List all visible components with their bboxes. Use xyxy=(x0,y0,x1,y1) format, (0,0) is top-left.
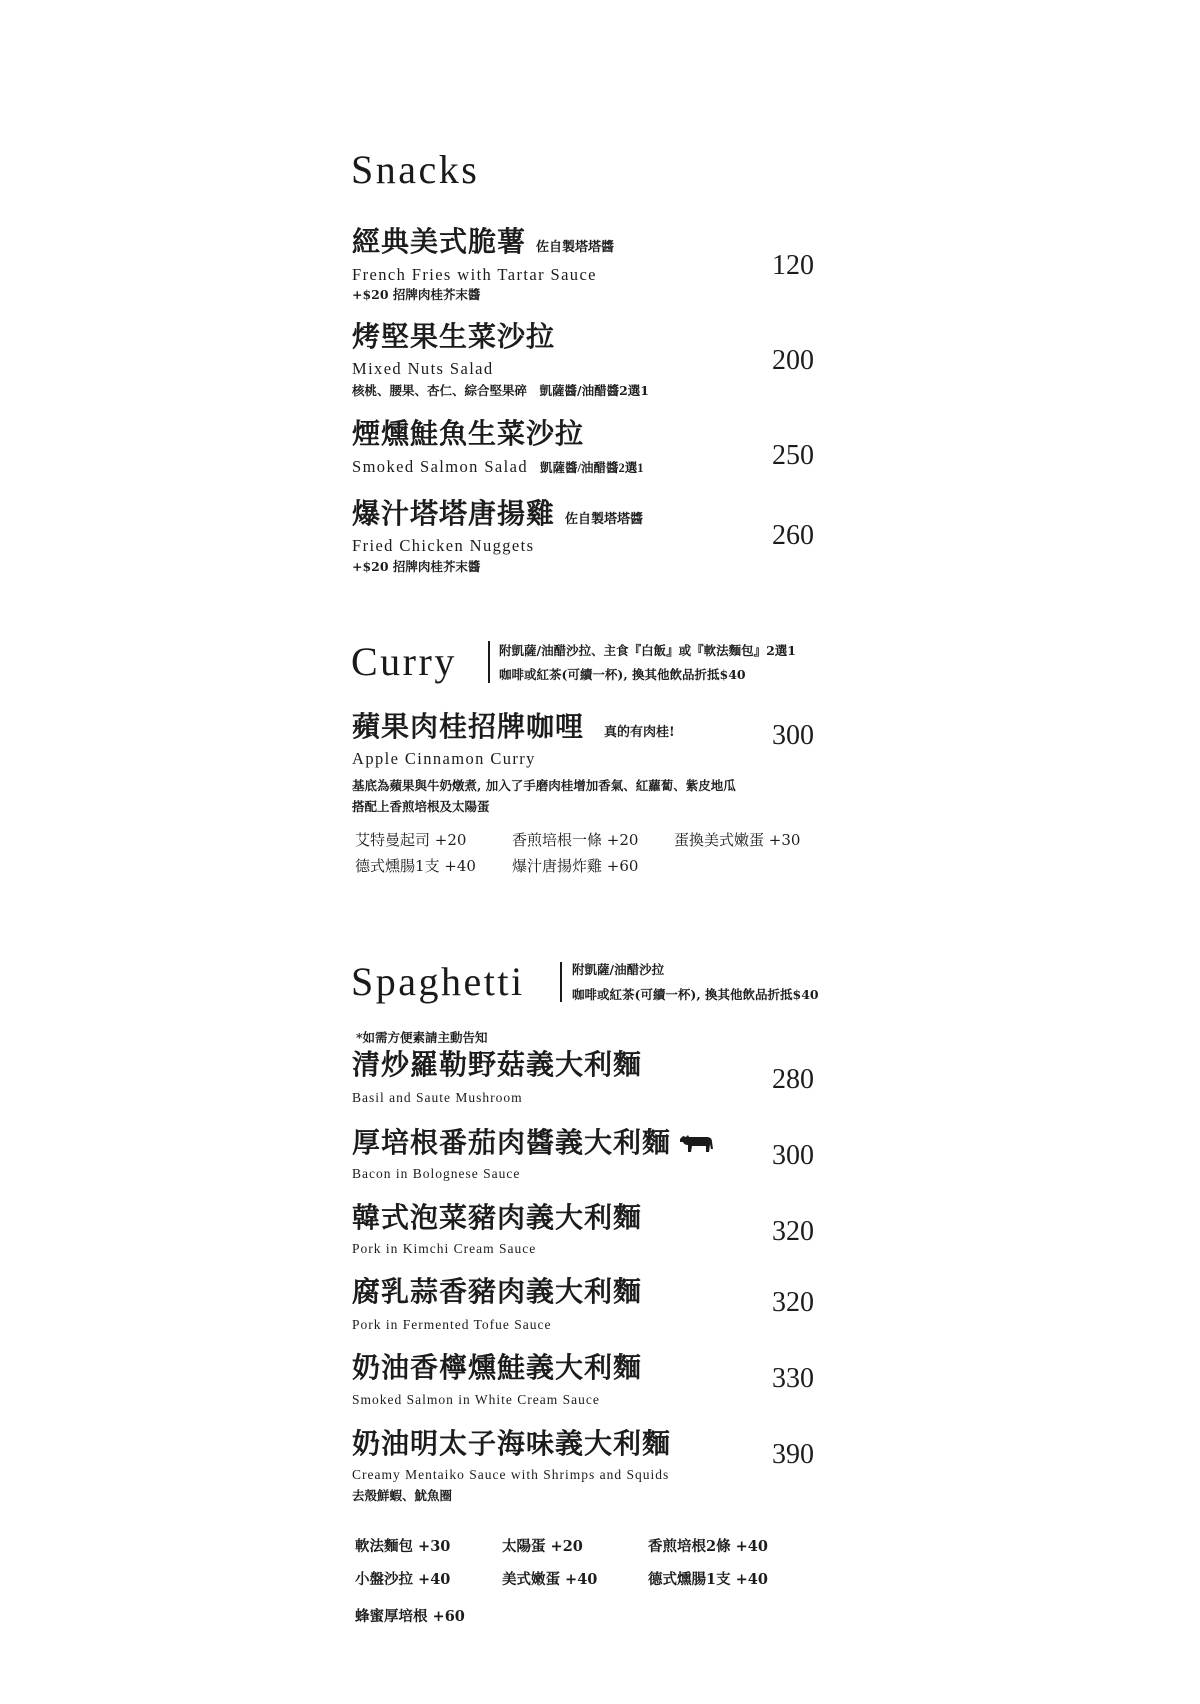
beef-icon xyxy=(679,1130,715,1159)
menu-item-description: 基底為蘋果與牛奶燉煮, 加入了手磨肉桂增加香氣、紅蘿蔔、紫皮地瓜 xyxy=(352,778,736,793)
spaghetti-note-line-1: 附凱薩/油醋沙拉 xyxy=(572,962,665,977)
menu-item-english: Basil and Saute Mushroom xyxy=(352,1090,523,1105)
menu-item-english: Creamy Mentaiko Sauce with Shrimps and Squids xyxy=(352,1467,670,1482)
menu-item-price: 120 xyxy=(772,250,814,281)
menu-item-price: 390 xyxy=(772,1439,814,1470)
menu-item-note: 凱薩醬/油醋醬2選1 xyxy=(540,461,644,475)
menu-item-price: 300 xyxy=(772,720,814,751)
menu-item-price: 280 xyxy=(772,1064,814,1095)
snacks-title: Snacks xyxy=(351,147,480,192)
menu-item-english: Fried Chicken Nuggets xyxy=(352,536,535,555)
menu-item-side-note: 佐自製塔塔醬 xyxy=(565,512,644,527)
addon-item: 爆汁唐揚炸雞 +60 xyxy=(512,857,639,875)
curry-title: Curry xyxy=(351,639,457,684)
menu-item-english: Bacon in Bolognese Sauce xyxy=(352,1166,521,1181)
addon-item: 美式嫩蛋 +40 xyxy=(502,1571,598,1588)
menu-item-price: 200 xyxy=(772,345,814,376)
addon-item: 德式燻腸1支 +40 xyxy=(648,1571,768,1588)
menu-item-price: 320 xyxy=(772,1216,814,1247)
addon-item: 小盤沙拉 +40 xyxy=(355,1571,451,1588)
menu-item-price: 330 xyxy=(772,1363,814,1394)
menu-item-english: Pork in Fermented Tofue Sauce xyxy=(352,1317,552,1332)
menu-item-side-note: 佐自製塔塔醬 xyxy=(536,240,615,255)
menu-item-name: 奶油明太子海味義大利麵 xyxy=(352,1427,672,1460)
menu-item-price: 260 xyxy=(772,520,814,551)
menu-item-english: Smoked Salmon Salad 凱薩醬/油醋醬2選1 xyxy=(352,457,644,476)
section-divider xyxy=(560,962,562,1002)
menu-item-name: 烤堅果生菜沙拉 xyxy=(352,320,556,353)
menu-item-name: 煙燻鮭魚生菜沙拉 xyxy=(352,417,585,450)
curry-note-line-1: 附凱薩/油醋沙拉、主食『白飯』或『軟法麵包』2選1 xyxy=(499,643,796,658)
menu-item-name: 奶油香檸燻鮭義大利麵 xyxy=(352,1351,643,1384)
menu-item-note: 核桃、腰果、杏仁、綜合堅果碎 凱薩醬/油醋醬2選1 xyxy=(352,383,649,398)
menu-item-english: Pork in Kimchi Cream Sauce xyxy=(352,1241,537,1256)
spaghetti-title: Spaghetti xyxy=(351,959,525,1004)
menu-item-english: Smoked Salmon in White Cream Sauce xyxy=(352,1392,600,1407)
menu-item-note: +$20 招牌肉桂芥末醬 xyxy=(352,559,481,574)
menu-item-name: 清炒羅勒野菇義大利麵 xyxy=(352,1048,643,1081)
menu-item-name: 蘋果肉桂招牌咖哩 真的有肉桂! xyxy=(352,710,675,743)
menu-item-note: +$20 招牌肉桂芥末醬 xyxy=(352,287,481,302)
addon-item: 蜂蜜厚培根 +60 xyxy=(355,1608,465,1625)
addon-item: 艾特曼起司 +20 xyxy=(355,831,467,849)
menu-item-name: 爆汁塔塔唐揚雞 佐自製塔塔醬 xyxy=(352,497,644,530)
menu-item-english: French Fries with Tartar Sauce xyxy=(352,265,597,284)
menu-item-name: 腐乳蒜香豬肉義大利麵 xyxy=(352,1275,643,1308)
menu-item-name: 經典美式脆薯 佐自製塔塔醬 xyxy=(352,225,615,258)
veg-note: *如需方便素請主動告知 xyxy=(356,1030,488,1045)
addon-item: 蛋換美式嫩蛋 +30 xyxy=(674,831,801,849)
addon-item: 香煎培根2條 +40 xyxy=(648,1538,768,1555)
addon-item: 軟法麵包 +30 xyxy=(355,1538,451,1555)
spaghetti-note-line-2: 咖啡或紅茶(可續一杯), 換其他飲品折抵$40 xyxy=(572,987,819,1002)
section-divider xyxy=(488,641,490,683)
menu-item-side-note: 真的有肉桂! xyxy=(604,725,675,740)
menu-item-name: 韓式泡菜豬肉義大利麵 xyxy=(352,1201,643,1234)
menu-item-description: 搭配上香煎培根及太陽蛋 xyxy=(352,799,490,814)
addon-item: 德式燻腸1支 +40 xyxy=(355,857,476,875)
menu-item-name: 厚培根番茄肉醬義大利麵 xyxy=(352,1129,715,1159)
menu-item-price: 250 xyxy=(772,440,814,471)
addon-item: 香煎培根一條 +20 xyxy=(512,831,639,849)
menu-item-english: Mixed Nuts Salad xyxy=(352,359,494,378)
menu-item-note: 去殼鮮蝦、魷魚圈 xyxy=(352,1488,453,1503)
menu-item-english: Apple Cinnamon Curry xyxy=(352,749,536,768)
menu-item-price: 300 xyxy=(772,1140,814,1171)
addon-item: 太陽蛋 +20 xyxy=(502,1538,583,1555)
curry-note-line-2: 咖啡或紅茶(可續一杯), 換其他飲品折抵$40 xyxy=(499,667,746,682)
menu-item-price: 320 xyxy=(772,1287,814,1318)
